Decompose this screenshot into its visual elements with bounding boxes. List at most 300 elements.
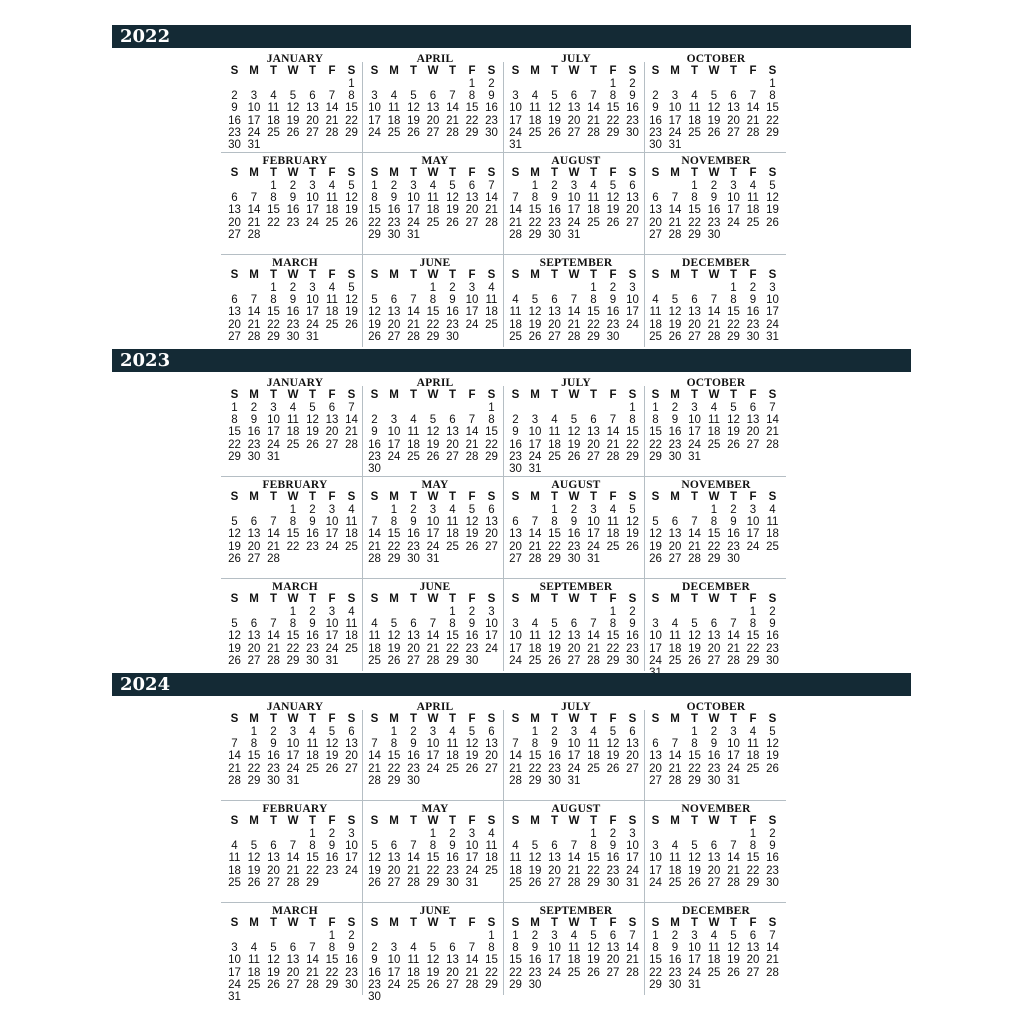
day-number: 30: [668, 978, 682, 991]
weekday-header: T: [308, 389, 317, 402]
day-number: 21: [668, 762, 682, 775]
day-number: 22: [727, 318, 740, 331]
day-number: 14: [407, 306, 420, 319]
day-number: 1: [270, 179, 277, 192]
day-number: 18: [707, 426, 721, 439]
day-number: 29: [465, 126, 479, 139]
day-number: 22: [649, 966, 662, 979]
weekday-header: W: [568, 269, 580, 282]
day-number: 12: [407, 102, 420, 115]
day-number: 1: [749, 827, 757, 840]
weekday-header: S: [511, 713, 520, 726]
weekday-header: S: [628, 389, 637, 402]
day-number: 12: [567, 426, 581, 439]
day-number: 28: [766, 438, 779, 451]
day-number: 10: [325, 617, 339, 630]
weekday-header: T: [448, 713, 457, 726]
day-number: 17: [649, 864, 662, 877]
weekday-header: S: [511, 491, 520, 504]
day-number: 2: [671, 929, 679, 942]
day-number: 22: [746, 864, 760, 877]
day-number: 15: [267, 306, 280, 319]
weekday-header: S: [768, 269, 777, 282]
day-number: 15: [325, 954, 339, 967]
day-number: 14: [587, 102, 600, 115]
day-number: 13: [228, 204, 241, 217]
day-number: 11: [267, 102, 280, 115]
day-number: 27: [707, 654, 721, 667]
day-number: 1: [590, 827, 597, 840]
day-number: 24: [387, 450, 401, 463]
day-number: 28: [688, 552, 701, 565]
day-number: 10: [426, 515, 440, 528]
day-number: 22: [766, 114, 779, 127]
day-number: 23: [286, 216, 300, 229]
weekday-header: M: [670, 713, 680, 726]
day-number: 10: [688, 413, 701, 426]
day-number: 22: [267, 216, 280, 229]
weekday-header: S: [230, 389, 239, 402]
day-number: 20: [587, 438, 600, 451]
day-number: 5: [629, 503, 636, 516]
day-number: 10: [567, 191, 581, 204]
weekday-header: S: [347, 269, 356, 282]
day-number: 6: [390, 839, 398, 852]
weekday-header: W: [708, 713, 720, 726]
day-number: 9: [468, 617, 476, 630]
day-number: 20: [247, 540, 261, 553]
day-number: 4: [371, 617, 378, 630]
day-number: 30: [668, 450, 682, 463]
day-number: 4: [289, 401, 297, 414]
day-number: 8: [309, 839, 316, 852]
day-number: 10: [528, 426, 542, 439]
weekday-header: W: [427, 593, 439, 606]
weekday-header: W: [427, 389, 439, 402]
day-number: 25: [707, 438, 721, 451]
day-number: 12: [528, 306, 542, 319]
day-number: 5: [531, 293, 539, 306]
day-number: 16: [746, 306, 760, 319]
month-block: [365, 53, 505, 148]
day-number: 1: [270, 281, 277, 294]
day-number: 3: [468, 827, 476, 840]
day-number: 25: [368, 654, 381, 667]
weekday-header: T: [409, 65, 418, 78]
day-number: 18: [509, 864, 522, 877]
day-number: 6: [629, 725, 636, 738]
day-number: 27: [567, 654, 581, 667]
day-number: 14: [766, 941, 779, 954]
day-number: 25: [485, 864, 498, 877]
day-number: 23: [267, 762, 280, 775]
day-number: 10: [426, 737, 440, 750]
day-number: 23: [528, 966, 542, 979]
weekday-header: T: [269, 917, 278, 930]
weekday-header: S: [511, 269, 520, 282]
day-number: 13: [649, 204, 662, 217]
day-number: 14: [407, 852, 420, 865]
day-number: 1: [371, 179, 378, 192]
day-number: 18: [649, 318, 662, 331]
day-number: 25: [247, 978, 261, 991]
day-number: 13: [387, 306, 401, 319]
day-number: 7: [671, 737, 679, 750]
weekday-header: W: [287, 713, 299, 726]
day-number: 6: [710, 839, 718, 852]
day-number: 29: [446, 654, 459, 667]
day-number: 9: [609, 839, 617, 852]
month-name: SEPTEMBER: [539, 905, 613, 917]
day-number: 20: [247, 642, 261, 655]
day-number: 23: [485, 114, 498, 127]
day-number: 25: [528, 654, 542, 667]
day-number: 23: [465, 642, 479, 655]
day-number: 30: [606, 876, 620, 889]
day-number: 23: [306, 642, 319, 655]
weekday-header: M: [389, 713, 399, 726]
day-number: 6: [348, 725, 355, 738]
day-number: 27: [325, 438, 339, 451]
day-number: 19: [345, 204, 358, 217]
day-number: 1: [749, 605, 757, 618]
day-number: 7: [629, 929, 636, 942]
day-number: 17: [228, 966, 241, 979]
day-number: 6: [671, 515, 679, 528]
day-number: 8: [710, 515, 718, 528]
day-number: 17: [345, 852, 358, 865]
day-number: 4: [531, 617, 539, 630]
day-number: 21: [465, 966, 479, 979]
weekday-header: T: [589, 65, 598, 78]
day-number: 14: [766, 413, 779, 426]
weekday-header: T: [690, 269, 699, 282]
day-number: 18: [485, 306, 498, 319]
day-number: 27: [548, 330, 561, 343]
day-number: 28: [567, 876, 581, 889]
weekday-header: T: [409, 593, 418, 606]
day-number: 6: [749, 401, 757, 414]
day-number: 29: [368, 228, 381, 241]
day-number: 9: [710, 191, 718, 204]
day-number: 22: [345, 114, 358, 127]
day-number: 17: [626, 852, 639, 865]
weekday-header: S: [651, 713, 660, 726]
weekday-header: T: [409, 269, 418, 282]
weekday-header: S: [370, 269, 379, 282]
day-number: 3: [371, 89, 378, 102]
day-number: 3: [749, 503, 757, 516]
day-number: 30: [606, 330, 620, 343]
weekday-header: S: [230, 167, 239, 180]
day-number: 26: [606, 216, 620, 229]
day-number: 16: [548, 204, 561, 217]
weekday-header: T: [308, 167, 317, 180]
day-number: 19: [567, 438, 581, 451]
month-block: [506, 377, 646, 476]
day-number: 6: [468, 179, 476, 192]
day-number: 22: [465, 114, 479, 127]
row-divider: [221, 902, 786, 903]
day-number: 29: [387, 774, 401, 787]
day-number: 25: [649, 330, 662, 343]
weekday-header: S: [511, 389, 520, 402]
weekday-header: M: [670, 917, 680, 930]
day-number: 15: [247, 750, 261, 763]
day-number: 24: [766, 318, 779, 331]
day-number: 5: [468, 503, 476, 516]
day-number: 8: [749, 617, 757, 630]
day-number: 10: [368, 102, 381, 115]
day-number: 5: [652, 515, 659, 528]
month-name: FEBRUARY: [262, 155, 328, 167]
weekday-header: S: [347, 593, 356, 606]
month-name: SEPTEMBER: [539, 581, 613, 593]
day-number: 1: [691, 179, 698, 192]
day-number: 19: [688, 642, 701, 655]
day-number: 7: [309, 941, 316, 954]
day-number: 6: [449, 413, 456, 426]
day-number: 26: [626, 540, 639, 553]
weekday-header: S: [628, 65, 637, 78]
day-number: 9: [270, 737, 277, 750]
day-number: 12: [368, 306, 381, 319]
day-number: 19: [426, 438, 440, 451]
day-number: 12: [727, 941, 740, 954]
weekday-header: F: [609, 269, 617, 282]
day-number: 8: [609, 89, 617, 102]
day-number: 8: [531, 737, 539, 750]
day-number: 1: [652, 401, 659, 414]
day-number: 1: [710, 503, 718, 516]
day-number: 17: [766, 306, 779, 319]
day-number: 25: [345, 540, 358, 553]
weekday-header: T: [448, 269, 457, 282]
weekday-header: W: [568, 167, 580, 180]
day-number: 15: [528, 750, 542, 763]
day-number: 17: [727, 204, 740, 217]
day-number: 11: [669, 630, 681, 643]
day-number: 20: [688, 318, 701, 331]
weekday-header: T: [409, 491, 418, 504]
day-number: 6: [410, 617, 417, 630]
day-number: 26: [668, 330, 682, 343]
day-number: 10: [387, 954, 401, 967]
day-number: 11: [669, 852, 681, 865]
day-number: 13: [446, 954, 459, 967]
day-number: 22: [247, 762, 261, 775]
day-number: 15: [606, 102, 620, 115]
day-number: 6: [309, 89, 316, 102]
day-number: 10: [587, 515, 600, 528]
day-number: 13: [649, 750, 662, 763]
day-number: 7: [449, 89, 456, 102]
day-number: 18: [587, 750, 600, 763]
day-number: 15: [766, 102, 779, 115]
day-number: 4: [348, 503, 355, 516]
day-number: 28: [485, 216, 498, 229]
day-number: 30: [626, 126, 639, 139]
day-number: 14: [606, 426, 620, 439]
day-number: 8: [629, 413, 636, 426]
day-number: 24: [528, 450, 542, 463]
day-number: 14: [426, 630, 440, 643]
day-number: 4: [590, 725, 597, 738]
weekday-header: W: [708, 389, 720, 402]
day-number: 21: [368, 540, 381, 553]
day-number: 16: [766, 852, 779, 865]
day-number: 17: [465, 306, 479, 319]
day-number: 3: [629, 827, 636, 840]
day-number: 20: [707, 642, 721, 655]
day-number: 27: [286, 978, 300, 991]
day-number: 1: [289, 503, 297, 516]
day-number: 17: [368, 114, 381, 127]
day-number: 22: [485, 966, 498, 979]
day-number: 14: [267, 630, 280, 643]
day-number: 3: [390, 413, 398, 426]
day-number: 16: [228, 114, 241, 127]
month-name: JUNE: [419, 581, 451, 593]
day-number: 26: [649, 552, 662, 565]
day-number: 21: [587, 114, 600, 127]
day-number: 5: [410, 89, 417, 102]
day-number: 4: [652, 293, 659, 306]
day-number: 16: [528, 954, 542, 967]
day-number: 28: [407, 876, 420, 889]
day-number: 29: [267, 330, 280, 343]
day-number: 6: [289, 941, 297, 954]
day-number: 14: [707, 306, 721, 319]
day-number: 21: [267, 540, 280, 553]
day-number: 11: [509, 306, 522, 319]
day-number: 17: [746, 528, 760, 541]
weekday-header: T: [269, 269, 278, 282]
day-number: 5: [348, 179, 355, 192]
day-number: 2: [289, 179, 297, 192]
day-number: 12: [465, 737, 479, 750]
day-number: 29: [325, 978, 339, 991]
day-number: 8: [609, 617, 617, 630]
day-number: 31: [407, 228, 420, 241]
day-number: 3: [512, 617, 519, 630]
day-number: 31: [426, 552, 440, 565]
weekday-header: W: [287, 593, 299, 606]
day-number: 8: [652, 941, 659, 954]
day-number: 21: [567, 318, 581, 331]
day-number: 18: [345, 528, 358, 541]
day-number: 13: [247, 528, 261, 541]
month-name: MARCH: [272, 257, 318, 269]
day-number: 26: [426, 978, 440, 991]
day-number: 15: [587, 306, 600, 319]
day-number: 11: [407, 954, 420, 967]
day-number: 9: [551, 737, 558, 750]
day-number: 6: [488, 725, 495, 738]
day-number: 23: [626, 642, 639, 655]
day-number: 9: [449, 293, 456, 306]
day-number: 27: [465, 216, 479, 229]
day-number: 10: [688, 941, 701, 954]
day-number: 16: [766, 630, 779, 643]
day-number: 29: [485, 450, 498, 463]
day-number: 30: [247, 450, 261, 463]
day-number: 20: [306, 114, 319, 127]
weekday-header: F: [468, 593, 476, 606]
month-block: [365, 581, 505, 676]
day-number: 28: [528, 552, 542, 565]
day-number: 2: [468, 605, 476, 618]
day-number: 19: [407, 114, 420, 127]
day-number: 29: [606, 654, 620, 667]
day-number: 31: [688, 978, 701, 991]
weekday-header: S: [768, 593, 777, 606]
day-number: 16: [668, 954, 682, 967]
weekday-header: M: [389, 917, 399, 930]
day-number: 28: [247, 228, 261, 241]
month-name: DECEMBER: [681, 581, 751, 593]
weekday-header: W: [708, 593, 720, 606]
day-number: 28: [509, 774, 522, 787]
day-number: 9: [309, 515, 316, 528]
day-number: 26: [345, 216, 358, 229]
day-number: 16: [368, 438, 381, 451]
day-number: 26: [688, 654, 701, 667]
weekday-header: F: [609, 917, 617, 930]
day-number: 30: [707, 228, 721, 241]
day-number: 13: [707, 852, 721, 865]
day-number: 26: [528, 876, 542, 889]
month-name: MAY: [421, 479, 449, 491]
day-number: 17: [426, 528, 440, 541]
day-number: 21: [465, 438, 479, 451]
day-number: 4: [590, 179, 597, 192]
month-block: [365, 257, 505, 352]
day-number: 12: [345, 191, 358, 204]
row-divider: [221, 152, 786, 153]
weekday-header: M: [249, 593, 259, 606]
day-number: 8: [390, 515, 398, 528]
day-number: 25: [509, 330, 522, 343]
day-number: 27: [446, 978, 459, 991]
day-number: 5: [730, 929, 737, 942]
day-number: 18: [267, 114, 280, 127]
day-number: 29: [426, 330, 440, 343]
day-number: 22: [286, 642, 300, 655]
weekday-header: S: [768, 917, 777, 930]
day-number: 7: [270, 515, 277, 528]
day-number: 6: [590, 413, 597, 426]
weekday-header: T: [409, 917, 418, 930]
weekday-header: T: [589, 167, 598, 180]
weekday-header: F: [749, 815, 757, 828]
weekday-header: S: [487, 65, 496, 78]
day-number: 18: [707, 954, 721, 967]
day-number: 15: [509, 954, 522, 967]
day-number: 13: [485, 737, 498, 750]
day-number: 21: [426, 642, 440, 655]
day-number: 4: [270, 89, 277, 102]
day-number: 2: [270, 725, 277, 738]
day-number: 21: [247, 216, 261, 229]
day-number: 27: [485, 540, 498, 553]
day-number: 1: [652, 929, 659, 942]
day-number: 18: [387, 114, 401, 127]
day-number: 25: [528, 126, 542, 139]
day-number: 31: [465, 876, 479, 889]
day-number: 26: [368, 330, 381, 343]
day-number: 9: [449, 839, 456, 852]
